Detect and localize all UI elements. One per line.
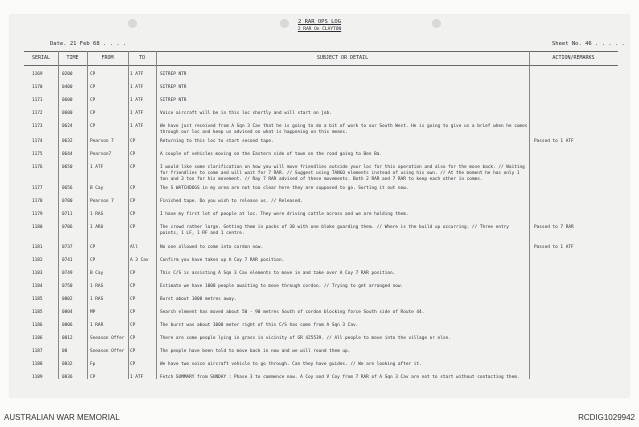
col-header-to: TO bbox=[138, 55, 146, 61]
to-cell: CP bbox=[130, 362, 136, 367]
from-cell: CP bbox=[90, 111, 96, 116]
subject-cell: The burst was about 1000 meter right of this C/S has come from A Sqn 3 Cav. bbox=[160, 323, 359, 328]
time-cell: 0706 bbox=[62, 225, 73, 230]
column-divider bbox=[58, 51, 59, 379]
time-cell: 0700 bbox=[62, 199, 73, 204]
log-sheet bbox=[10, 15, 629, 397]
serial-cell: 1179 bbox=[32, 212, 43, 217]
time-cell: 0741 bbox=[62, 258, 73, 263]
serial-cell: 1172 bbox=[32, 111, 43, 116]
subject-cell: Confirm you have taken up A Cay 7 RAR position. bbox=[160, 258, 285, 263]
col-header-action: ACTION/REMARKS bbox=[552, 55, 595, 61]
subject-cell: SITREP NTR bbox=[160, 98, 187, 103]
time-cell: 0200 bbox=[62, 72, 73, 77]
subject-cell: Finished tape. Do you wish to release us. // Released. bbox=[160, 199, 303, 204]
serial-cell: 1185 bbox=[32, 297, 43, 302]
from-cell: 1 RAS bbox=[90, 297, 104, 302]
from-cell: Pearson 7 bbox=[90, 139, 114, 144]
from-cell: Pearson7 bbox=[90, 152, 112, 157]
to-cell: 1 ATF bbox=[130, 375, 144, 380]
serial-cell: 1171 bbox=[32, 98, 43, 103]
to-cell: 1 ATF bbox=[130, 124, 144, 129]
time-cell: 0644 bbox=[62, 152, 73, 157]
subject-cell: SITREP NTR bbox=[160, 85, 187, 90]
log-subtitle: 2 RAR On CLAYTON bbox=[297, 27, 342, 32]
serial-cell: 1174 bbox=[32, 139, 43, 144]
column-divider bbox=[156, 51, 157, 379]
serial-cell: 1170 bbox=[32, 85, 43, 90]
time-cell: 0656 bbox=[62, 186, 73, 191]
time-cell: 0804 bbox=[62, 310, 73, 315]
to-cell: CP bbox=[130, 349, 136, 354]
serial-cell: 1183 bbox=[32, 271, 43, 276]
to-cell: CP bbox=[130, 297, 136, 302]
serial-cell: 1173 bbox=[32, 124, 43, 129]
serial-cell: 1182 bbox=[32, 258, 43, 263]
col-header-from: FROM bbox=[101, 55, 114, 61]
col-header-subject: SUBJECT OR DETAIL bbox=[316, 55, 369, 61]
column-divider bbox=[128, 51, 129, 379]
serial-cell: 1178 bbox=[32, 199, 43, 204]
to-cell: CP bbox=[130, 271, 136, 276]
from-cell: CP bbox=[90, 85, 96, 90]
time-cell: 0632 bbox=[62, 139, 73, 144]
from-cell: MP bbox=[90, 310, 96, 315]
from-cell: 1 ARU bbox=[90, 225, 104, 230]
subject-cell: We have two voice aircraft vehicle to go through. Can they have guides. // We are looking after it. bbox=[160, 362, 422, 367]
subject-cell: There are some people lying in grass in vicinity of GR 425539. // All people to move into the village or else. bbox=[160, 336, 451, 341]
from-cell: 1 RAS bbox=[90, 212, 104, 217]
col-header-serial: SERIAL bbox=[31, 55, 51, 61]
from-cell: Sneason Offer bbox=[90, 349, 125, 354]
serial-cell: 1181 bbox=[32, 245, 43, 250]
archive-credit: AUSTRALIAN WAR MEMORIAL bbox=[4, 413, 120, 422]
to-cell: CP bbox=[130, 336, 136, 341]
serial-cell: 1185 bbox=[32, 310, 43, 315]
to-cell: CP bbox=[130, 284, 136, 289]
from-cell: Pearson 7 bbox=[90, 199, 114, 204]
from-cell: CP bbox=[90, 375, 96, 380]
from-cell: 1 RAS bbox=[90, 284, 104, 289]
subject-cell: Returning to this loc to start second tape. bbox=[160, 139, 274, 144]
subject-cell: The crowd rather large. Getting them in packs of 30 with one bloke guarding them. // Where is the build up occurring. // Three entry points, 1 LF, 1 RF and 1 centre. bbox=[160, 225, 509, 236]
to-cell: CP bbox=[130, 186, 136, 191]
to-cell: CP bbox=[130, 199, 136, 204]
to-cell: CP bbox=[130, 139, 136, 144]
subject-cell: I have my first lot of people at loc. They were driving cattle across and we are holding them. bbox=[160, 212, 409, 217]
serial-cell: 1188 bbox=[32, 362, 43, 367]
to-cell: All bbox=[130, 245, 138, 250]
action-cell: Passed to 7 RAR bbox=[534, 225, 574, 230]
date-field: Date. 21 Feb 68 . . . . bbox=[50, 41, 127, 47]
time-cell: 0836 bbox=[62, 375, 73, 380]
from-cell: CP bbox=[90, 98, 96, 103]
serial-cell: 1176 bbox=[32, 165, 43, 170]
time-cell: 0812 bbox=[62, 336, 73, 341]
to-cell: CP bbox=[130, 310, 136, 315]
subject-cell: I would like some clarification on how you will move friendlies outside your loc for this operation and also for the move back. // Waiting for friendlies to come and will wait for 7 RAR. // Suggest using TANGO elements instead of using his own. // At the moment he has only 1 ton and 3 ton for his movement. // Ray 7 RAR advised of these movements. Both 2 RAR and 7 RAR to keep each other in comms. bbox=[160, 165, 525, 182]
col-header-time: TIME bbox=[66, 55, 79, 61]
subject-cell: The S WATCHDOGS in my area are not too clear here they are supposed to go. Sorting it out now. bbox=[160, 186, 409, 191]
log-title: 2 RAR OPS LOG bbox=[297, 19, 342, 25]
from-cell: 1 ATF bbox=[90, 165, 104, 170]
time-cell: 0832 bbox=[62, 362, 73, 367]
serial-cell: 1175 bbox=[32, 152, 43, 157]
subject-cell: Voice aircraft will be in this loc shortly and will start on job. bbox=[160, 111, 332, 116]
column-divider bbox=[529, 51, 530, 379]
action-cell: Passed to 1 ATF bbox=[534, 139, 574, 144]
to-cell: 1 ATF bbox=[130, 111, 144, 116]
time-cell: 0600 bbox=[62, 111, 73, 116]
time-cell: 0650 bbox=[62, 165, 73, 170]
time-cell: 0750 bbox=[62, 284, 73, 289]
subject-cell: Burst about 1000 metres away. bbox=[160, 297, 237, 302]
to-cell: 1 ATF bbox=[130, 85, 144, 90]
sheet-number: Sheet No. 46 . . . . . bbox=[552, 41, 625, 47]
to-cell: CP bbox=[130, 323, 136, 328]
time-cell: 08 bbox=[62, 349, 68, 354]
subject-cell: The people have been told to move back in now and we will round them up. bbox=[160, 349, 351, 354]
subject-cell: Fetch SUMMARY from SUNDAY : Phase 3 to commence now. A Coy and V Coy from 7 RAR of A Sqn 3 Cav are not to start without contacting them. bbox=[160, 375, 520, 380]
serial-cell: 1177 bbox=[32, 186, 43, 191]
subject-cell: SITREP NTR bbox=[160, 72, 187, 77]
to-cell: CP bbox=[130, 225, 136, 230]
from-cell: Sneason Offer bbox=[90, 336, 125, 341]
to-cell: A 3 Cav bbox=[130, 258, 149, 263]
from-cell: CP bbox=[90, 258, 96, 263]
time-cell: 0600 bbox=[62, 98, 73, 103]
to-cell: CP bbox=[130, 165, 136, 170]
time-cell: 0624 bbox=[62, 124, 73, 129]
from-cell: 1 RAR bbox=[90, 323, 104, 328]
serial-cell: 1169 bbox=[32, 72, 43, 77]
subject-cell: Estimate we have 1000 people awaiting to move through cordon. // Trying to get arranged now. bbox=[160, 284, 404, 289]
to-cell: 1 ATF bbox=[130, 98, 144, 103]
time-cell: 0711 bbox=[62, 212, 73, 217]
serial-cell: 1186 bbox=[32, 323, 43, 328]
action-cell: Passed to 1 ATF bbox=[534, 245, 574, 250]
subject-cell: Search element has moved about 50 - 90 metres South of cordon blocking force South side of Route 44. bbox=[160, 310, 425, 315]
serial-cell: 1180 bbox=[32, 225, 43, 230]
from-cell: CP bbox=[90, 245, 96, 250]
subject-cell: We have just received from A Sqn 3 Cav that he is going to do a bit of work to our South West. He is going to give us a brief when he comes through our loc and keep us advised on what is happening on this means. bbox=[160, 124, 528, 135]
time-cell: 0737 bbox=[62, 245, 73, 250]
serial-cell: 1186 bbox=[32, 336, 43, 341]
from-cell: CP bbox=[90, 72, 96, 77]
time-cell: 0806 bbox=[62, 323, 73, 328]
subject-cell: No one allowed to come into cordon now. bbox=[160, 245, 264, 250]
time-cell: 0802 bbox=[62, 297, 73, 302]
time-cell: 0749 bbox=[62, 271, 73, 276]
to-cell: 1 ATF bbox=[130, 72, 144, 77]
serial-cell: 1184 bbox=[32, 284, 43, 289]
from-cell: Fp bbox=[90, 362, 96, 367]
serial-cell: 1189 bbox=[32, 375, 43, 380]
serial-cell: 1187 bbox=[32, 349, 43, 354]
to-cell: CP bbox=[130, 212, 136, 217]
subject-cell: This C/S is assisting A Sqn 3 Cav elements to move in and take over A Coy 7 RAR position. bbox=[160, 271, 396, 276]
from-cell: CP bbox=[90, 124, 96, 129]
subject-cell: A couple of vehicles moving on the Eastern side of town on the road going to Ben Ba. bbox=[160, 152, 383, 157]
to-cell: CP bbox=[130, 152, 136, 157]
record-id: RCDIG1029942 bbox=[578, 413, 635, 422]
time-cell: 0400 bbox=[62, 85, 73, 90]
column-divider bbox=[87, 51, 88, 379]
from-cell: B Cay bbox=[90, 186, 104, 191]
from-cell: B Cay bbox=[90, 271, 104, 276]
